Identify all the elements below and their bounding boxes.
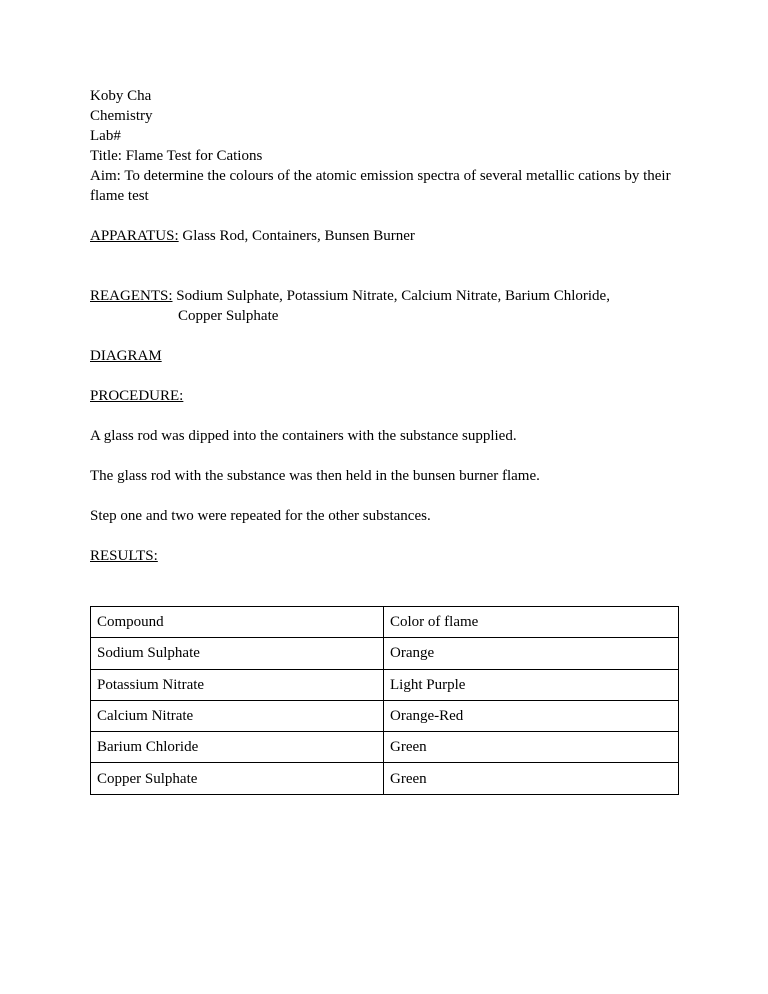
table-cell-flame-color: Green — [384, 763, 679, 794]
table-cell-flame-color: Orange — [384, 638, 679, 669]
reagents-text-line1: Sodium Sulphate, Potassium Nitrate, Calcium Nitrate, Barium Chloride, — [172, 288, 610, 304]
table-header-color-of-flame: Color of flame — [384, 607, 679, 638]
table-cell-flame-color: Light Purple — [384, 669, 679, 700]
table-cell-compound: Potassium Nitrate — [91, 669, 384, 700]
procedure-step-3: Step one and two were repeated for the other substances. — [90, 508, 431, 524]
reagents-line — [90, 286, 678, 306]
reagents-continuation-line: Copper Sulphate — [178, 308, 279, 324]
subject-line: Chemistry — [90, 108, 153, 124]
table-row — [91, 638, 679, 669]
table-cell-flame-color: Green — [384, 732, 679, 763]
results-heading: RESULTS: — [90, 548, 158, 564]
procedure-heading-line — [90, 386, 678, 406]
apparatus-line — [90, 226, 678, 246]
results-heading-line — [90, 546, 678, 566]
table-cell-compound: Calcium Nitrate — [91, 700, 384, 731]
title-line: Title: Flame Test for Cations — [90, 148, 263, 164]
apparatus-heading: APPARATUS: — [90, 228, 179, 244]
aim-line-2: flame test — [90, 188, 149, 204]
lab-number-line: Lab# — [90, 128, 121, 144]
table-row — [91, 763, 679, 794]
procedure-heading: PROCEDURE: — [90, 388, 184, 404]
table-cell-compound: Copper Sulphate — [91, 763, 384, 794]
reagents-heading: REAGENTS: — [90, 288, 173, 304]
table-header-row — [91, 607, 679, 638]
results-table — [90, 606, 679, 795]
table-header-compound: Compound — [91, 607, 384, 638]
apparatus-text: Glass Rod, Containers, Bunsen Burner — [178, 228, 415, 244]
diagram-heading-line — [90, 346, 678, 366]
aim-paragraph — [90, 166, 678, 206]
procedure-step-1: A glass rod was dipped into the containers with the substance supplied. — [90, 428, 517, 444]
diagram-heading: DIAGRAM — [90, 348, 162, 364]
table-row — [91, 732, 679, 763]
table-row — [91, 669, 679, 700]
table-cell-compound: Barium Chloride — [91, 732, 384, 763]
table-row — [91, 700, 679, 731]
procedure-step-2: The glass rod with the substance was then held in the bunsen burner flame. — [90, 468, 540, 484]
aim-line-1: Aim: To determine the colours of the atomic emission spectra of several metallic cations by their — [90, 168, 671, 184]
author-line: Koby Cha — [90, 88, 152, 104]
table-cell-compound: Sodium Sulphate — [91, 638, 384, 669]
table-cell-flame-color: Orange-Red — [384, 700, 679, 731]
